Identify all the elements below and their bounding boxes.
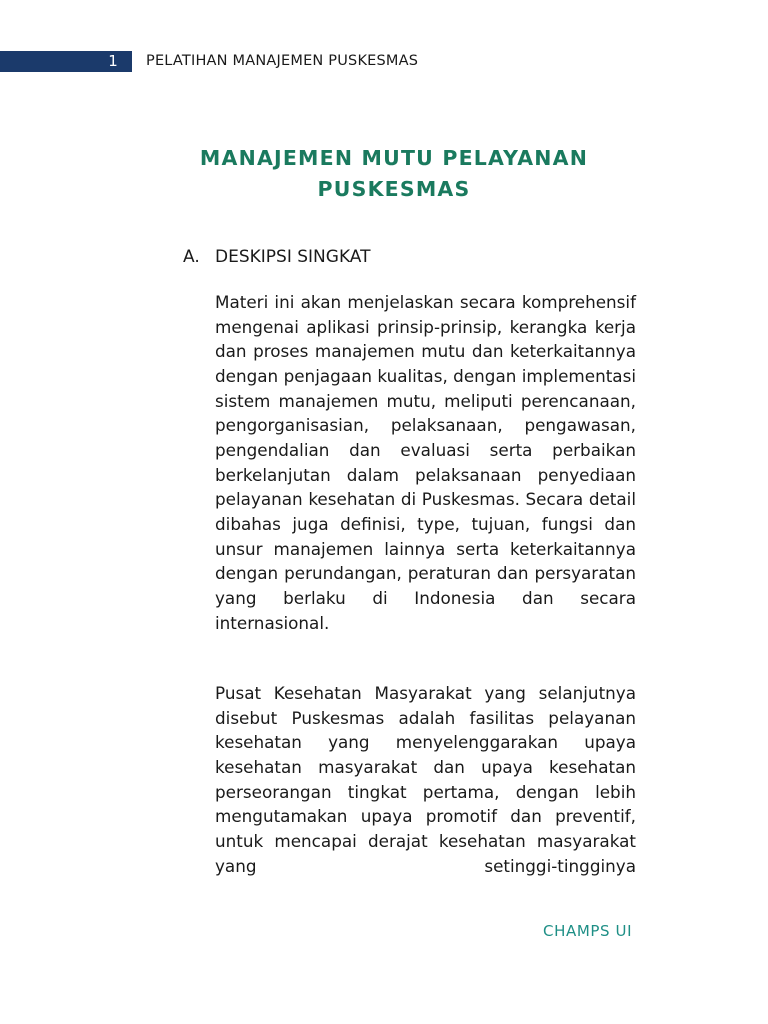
section-heading: [183, 245, 370, 269]
section-heading-text: DESKIPSI SINGKAT: [215, 247, 371, 267]
footer-label: CHAMPS UI: [543, 922, 633, 940]
document-title: MANAJEMEN MUTU PELAYANAN PUSKESMAS: [199, 146, 589, 201]
section-marker: A.: [183, 247, 200, 267]
paragraph-puskesmas-definition: Pusat Kesehatan Masyarakat yang selanjutnya disebut Puskesmas adalah fasilitas pelayanan kesehatan yang menyelenggarakan upaya kesehatan masyarakat dan upaya kesehatan perseorangan tingkat pertama, dengan lebih mengutamakan upaya promotif dan preventif, untuk mencapai derajat kesehatan masyarakat yang setinggi-tingginya: [215, 683, 636, 876]
running-header-title: PELATIHAN MANAJEMEN PUSKESMAS: [146, 53, 419, 69]
page-number: 1: [108, 52, 118, 70]
paragraph-description: Materi ini akan menjelaskan secara komprehensif mengenai aplikasi prinsip-prinsip, kerangka kerja dan proses manajemen mutu dan keterkaitannya dengan penjagaan kualitas, dengan implementasi sistem manajemen mutu, meliputi perencanaan, pengorganisasian, pelaksanaan, pengawasan, pengendalian dan evaluasi serta perbaikan berkelanjutan dalam pelaksanaan penyediaan pelayanan kesehatan di Puskesmas. Secara detail dibahas juga definisi, type, tujuan, fungsi dan unsur manajemen lainnya serta keterkaitannya dengan perundangan, peraturan dan persyaratan yang berlaku di Indonesia dan secara internasional.: [215, 292, 636, 633]
